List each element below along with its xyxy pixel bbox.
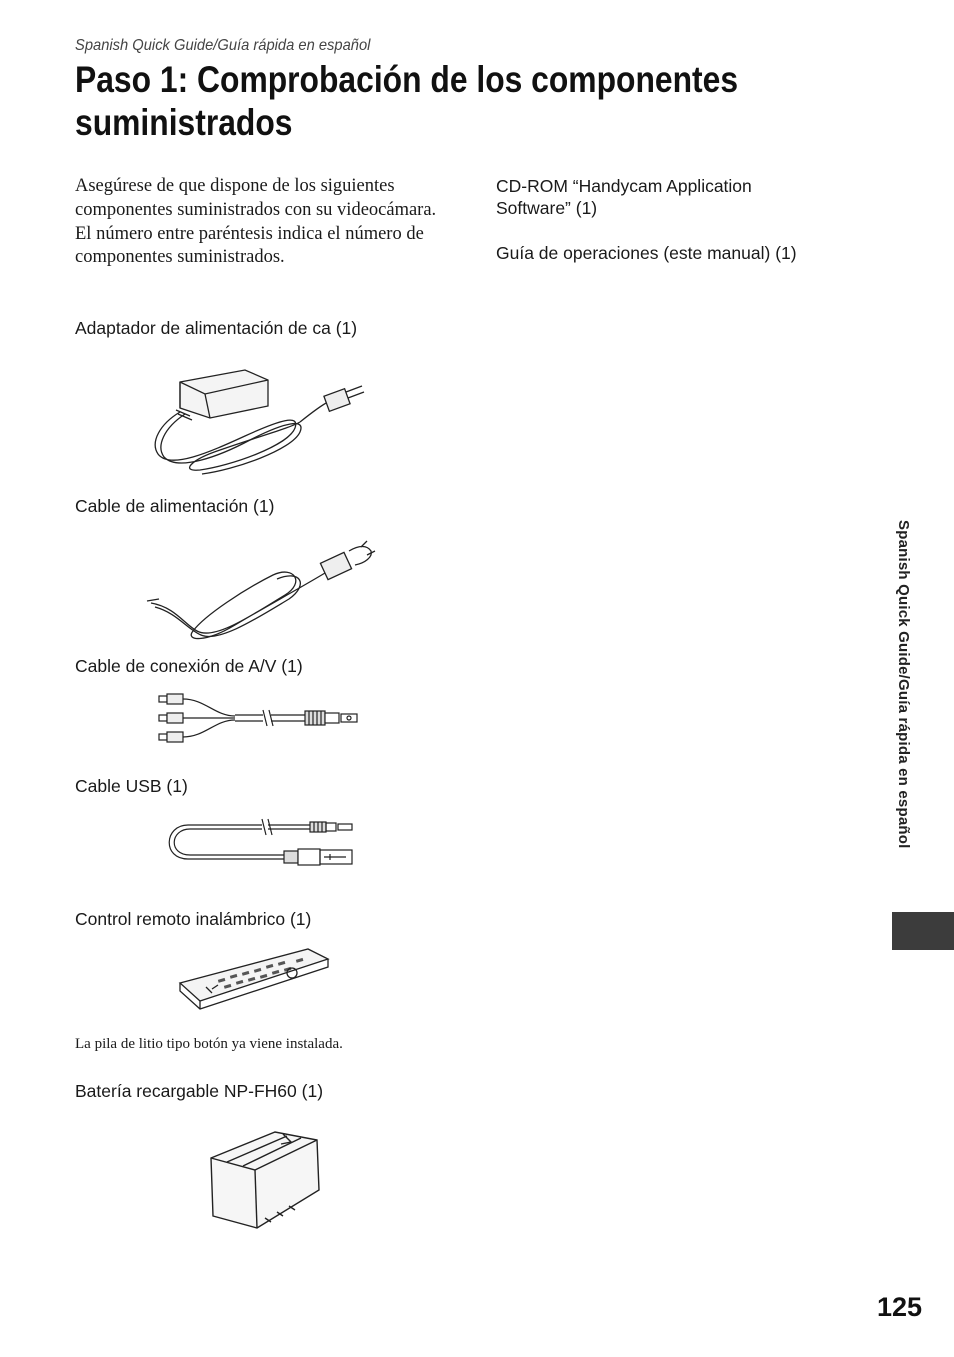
item-label-battery: Batería recargable NP-FH60 (1) — [75, 1081, 324, 1101]
usb-cable-icon — [160, 815, 360, 873]
remote-control-icon — [172, 945, 337, 1013]
intro-text — [75, 175, 455, 270]
item-label-remote-control: Control remoto inalámbrico (1) — [75, 909, 312, 929]
av-cable-icon — [155, 690, 365, 746]
battery-icon — [205, 1118, 325, 1233]
item-label-ac-adaptor: Adaptador de alimentación de ca (1) — [75, 318, 358, 338]
item-label-power-cord: Cable de alimentación (1) — [75, 496, 275, 516]
intro-paragraph: Asegúrese de que dispone de los siguientes componentes suministrados con su videocámara. — [75, 176, 437, 220]
side-tab-label: Spanish Quick Guide/Guía rápida en español — [895, 520, 912, 849]
side-tab-marker — [892, 912, 954, 950]
side-tab — [888, 520, 918, 910]
remote-note: La pila de litio tipo botón ya viene instalada. — [75, 1036, 343, 1052]
item-label-usb-cable: Cable USB (1) — [75, 776, 188, 796]
page-title: Paso 1: Comprobación de los componentes suministrados — [75, 59, 739, 143]
item-label-manual: Guía de operaciones (este manual) (1) — [496, 243, 797, 263]
item-label-cd-rom: CD-ROM “Handycam Application Software” (1) — [496, 176, 752, 218]
item-label-av-cable: Cable de conexión de A/V (1) — [75, 656, 303, 676]
intro-paragraph: El número entre paréntesis indica el número de componentes suministrados. — [75, 223, 424, 268]
page-number: 125 — [877, 1292, 923, 1322]
ac-adaptor-icon — [150, 362, 370, 487]
running-head: Spanish Quick Guide/Guía rápida en español — [75, 37, 371, 54]
power-cord-icon — [145, 535, 385, 647]
